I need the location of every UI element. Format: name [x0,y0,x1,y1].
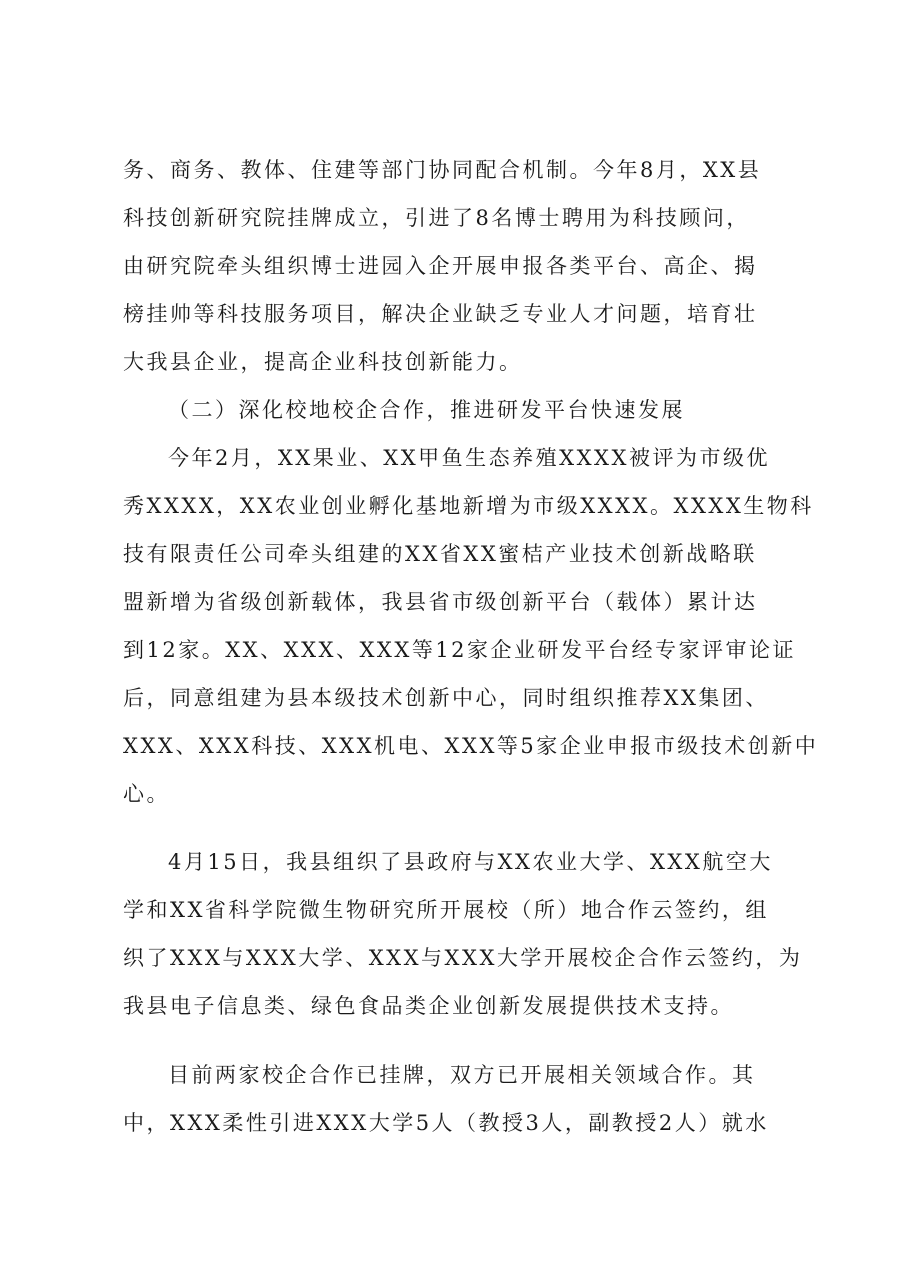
text-line: 技有限责任公司牵头组建的XX省XX蜜桔产业技术创新战略联 [123,542,757,566]
text-line: 秀XXXX，XX农业创业孵化基地新增为市级XXXX。XXXX生物科 [123,494,814,518]
text-line: 学和XX省科学院微生物研究所开展校（所）地合作云签约，组 [123,898,769,922]
text-line: 今年2月，XX果业、XX甲鱼生态养殖XXXX被评为市级优 [168,446,770,470]
text-line: 我县电子信息类、绿色食品类企业创新发展提供技术支持。 [123,994,734,1018]
text-line: 到12家。XX、XXX、XXX等12家企业研发平台经专家评审论证 [123,638,797,662]
text-line: 目前两家校企合作已挂牌，双方已开展相关领域合作。其 [168,1063,756,1087]
text-line: XXX、XXX科技、XXX机电、XXX等5家企业申报市级技术创新中 [123,734,819,758]
section-heading: （二）深化校地校企合作，推进研发平台快速发展 [168,398,685,422]
text-line: 心。 [123,782,170,806]
text-line: 科技创新研究院挂牌成立，引进了8名博士聘用为科技顾问， [123,206,750,230]
text-line: 盟新增为省级创新载体，我县省市级创新平台（载体）累计达 [123,590,758,614]
text-line: 4月15日，我县组织了县政府与XX农业大学、XXX航空大 [168,850,773,874]
text-line: 中，XXX柔性引进XXX大学5人（教授3人，副教授2人）就水 [123,1111,769,1135]
text-line: 后，同意组建为县本级技术创新中心，同时组织推荐XX集团、 [123,686,769,710]
text-line: 务、商务、教体、住建等部门协同配合机制。今年8月，XX县 [123,158,762,182]
text-line: 榜挂帅等科技服务项目，解决企业缺乏专业人才问题，培育壮 [123,302,758,326]
text-line: 由研究院牵头组织博士进园入企开展申报各类平台、高企、揭 [123,254,758,278]
text-line: 织了XXX与XXX大学、XXX与XXX大学开展校企合作云签约，为 [123,946,803,970]
text-line: 大我县企业，提高企业科技创新能力。 [123,350,523,374]
